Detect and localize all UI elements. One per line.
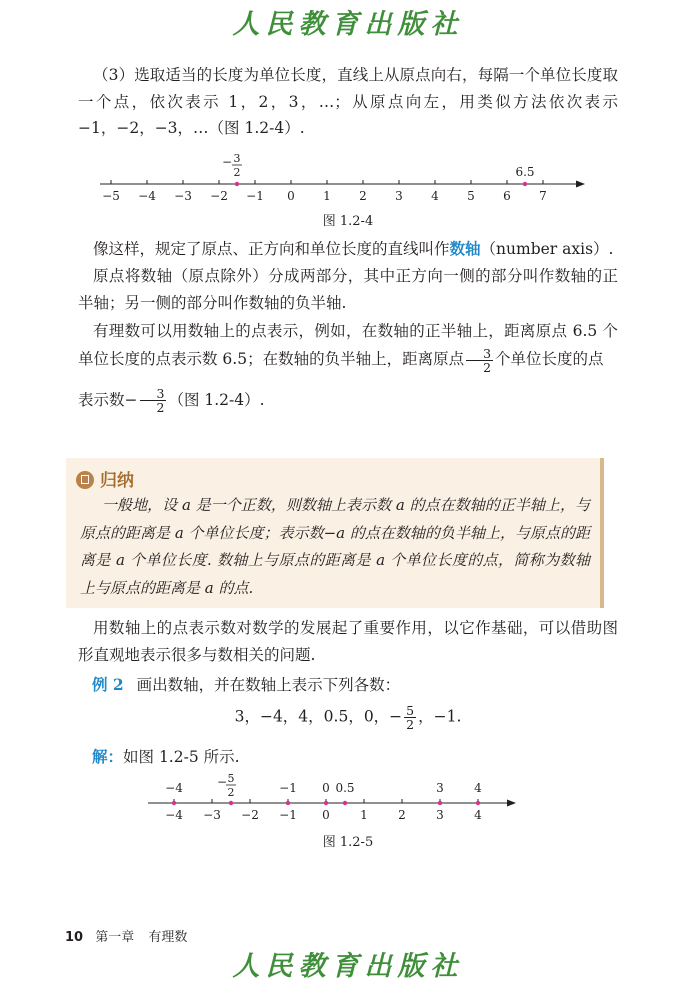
solution xyxy=(92,745,240,767)
solution-text: 如图 1.2-5 所示. xyxy=(123,748,240,766)
point-neg-three-halves xyxy=(235,182,239,186)
number-line-figure-2 xyxy=(140,772,520,830)
figure-1-caption: 图 1.2-4 xyxy=(322,214,374,229)
tick-label: −2 xyxy=(210,189,228,203)
fraction-neg-three-halves xyxy=(140,387,167,414)
tick-label: −3 xyxy=(174,189,192,203)
data-point xyxy=(286,801,290,805)
tick-label-2: 1 xyxy=(360,808,368,822)
page-number: 10 xyxy=(65,930,84,945)
tick-label: 3 xyxy=(395,189,403,203)
example-numbers xyxy=(0,704,696,731)
para4-line1-end: 个单位长度的点 xyxy=(495,350,604,368)
data-point xyxy=(324,801,328,805)
publisher-logo-top: 人民教育出版社 xyxy=(232,9,464,40)
fraction-num-2: 3 xyxy=(140,387,167,401)
point-a-sign: − xyxy=(221,155,233,169)
example-text: 画出数轴，并在数轴上表示下列各数： xyxy=(136,676,401,694)
summary-box-border xyxy=(600,458,604,608)
tick-label-2: −2 xyxy=(241,808,259,822)
fraction-den-3: 2 xyxy=(406,717,415,732)
point-six-point-five xyxy=(523,182,527,186)
page-footer xyxy=(65,926,187,945)
figure-2-caption: 图 1.2-5 xyxy=(322,835,374,850)
point-label: −4 xyxy=(165,781,183,795)
axis-arrow xyxy=(576,181,585,188)
point-label: 0.5 xyxy=(335,781,355,795)
axis-arrow-2 xyxy=(507,800,516,807)
summary-text: 一般地，设 a 是一个正数，则数轴上表示数 a 的点在数轴的正半轴上，与原点的距离是 a 个单位长度；表示数−a 的点在数轴的负半轴上，与原点的距离是 a 个单位长度. 数轴上与原点的距离是 a 个单位长度的点，简称为数轴上与原点的距离是 a 的点. xyxy=(80,496,590,597)
point-label-num: 5 xyxy=(227,772,235,785)
point-label-sign: − xyxy=(216,775,228,789)
tick-label-2: 3 xyxy=(436,808,444,822)
paragraph-1: （3）选取适当的长度为单位长度，直线上从原点向右，每隔一个单位长度取一个点，依次表示 1，2，3，…；从原点向左，用类似方法依次表示 −1，−2，−3，…（图 1.2-4）. xyxy=(78,66,618,137)
para4-line2 xyxy=(63,386,265,415)
example-2 xyxy=(92,673,400,695)
tick-label-2: 4 xyxy=(474,808,482,822)
paragraph-2 xyxy=(78,236,618,263)
data-point xyxy=(476,801,480,805)
paragraph-4 xyxy=(78,317,618,414)
para4-line2-end: （图 1.2-4）. xyxy=(168,390,265,409)
example-nums-before: 3，−4，4，0.5，0，− xyxy=(234,707,403,726)
summary-box xyxy=(66,458,604,608)
tick-label: −1 xyxy=(246,189,264,203)
term-number-axis: 数轴 xyxy=(449,239,481,258)
data-point xyxy=(343,801,347,805)
solution-label: 解： xyxy=(92,747,124,766)
tick-label: 1 xyxy=(323,189,331,203)
tick-label-2: −1 xyxy=(279,808,297,822)
point-label-den: 2 xyxy=(227,786,235,799)
tick-label: −5 xyxy=(102,189,120,203)
summary-title xyxy=(76,466,134,491)
tick-label-2: 2 xyxy=(398,808,406,822)
para4-line2-start: 表示数− xyxy=(78,390,138,409)
tick-label-2: −4 xyxy=(165,808,183,822)
tick-label-2: −3 xyxy=(203,808,221,822)
tick-label: 4 xyxy=(431,189,439,203)
point-label: 0 xyxy=(322,781,330,795)
fraction-num: 3 xyxy=(466,347,493,361)
footer-title: 有理数 xyxy=(148,930,188,945)
fraction-num-3: 5 xyxy=(406,703,415,718)
number-line-figure-1 xyxy=(80,152,590,208)
summary-title-text: 归纳 xyxy=(100,471,134,491)
tick-label-2: 0 xyxy=(322,808,330,822)
fraction-den-2: 2 xyxy=(156,400,165,415)
paragraph-3: 原点将数轴（原点除外）分成两部分，其中正方向一侧的部分叫作数轴的正半轴；另一侧的部分叫作数轴的负半轴. xyxy=(78,267,618,312)
tick-label: 6 xyxy=(503,189,511,203)
data-point xyxy=(172,801,176,805)
paragraph-5: 用数轴上的点表示数对数学的发展起了重要作用，以它作基础，可以借助图形直观地表示很多与数相关的问题. xyxy=(78,619,618,664)
para2-after: （number axis）. xyxy=(480,240,614,258)
fraction-den: 2 xyxy=(483,359,492,375)
tick-label: −4 xyxy=(138,189,156,203)
tick-label: 2 xyxy=(359,189,367,203)
tick-label: 7 xyxy=(539,189,547,203)
point-b-label: 6.5 xyxy=(515,165,535,179)
data-point xyxy=(229,801,233,805)
point-label: −1 xyxy=(279,781,297,795)
fraction-three-halves xyxy=(466,347,493,374)
point-label: 4 xyxy=(474,781,482,795)
publisher-logo-bottom: 人民教育出版社 xyxy=(232,951,464,982)
data-point xyxy=(438,801,442,805)
tick-label: 5 xyxy=(467,189,475,203)
example-label: 例 2 xyxy=(92,675,124,694)
fraction-neg-five-halves xyxy=(404,704,416,731)
footer-chapter: 第一章 xyxy=(95,930,135,945)
example-nums-after: ，−1. xyxy=(418,707,462,726)
summary-note-icon xyxy=(76,471,94,489)
para4-line1: 有理数可以用数轴上的点表示，例如，在数轴的正半轴上，距离原点 6.5 个单位长度的点表示数 6.5；在数轴的负半轴上，距离原点 xyxy=(78,322,618,368)
point-label: 3 xyxy=(436,781,444,795)
tick-label: 0 xyxy=(287,189,295,203)
para2-before: 像这样，规定了原点、正方向和单位长度的直线叫作 xyxy=(93,240,450,258)
point-a-den: 2 xyxy=(233,166,241,179)
point-a-num: 3 xyxy=(233,152,241,165)
